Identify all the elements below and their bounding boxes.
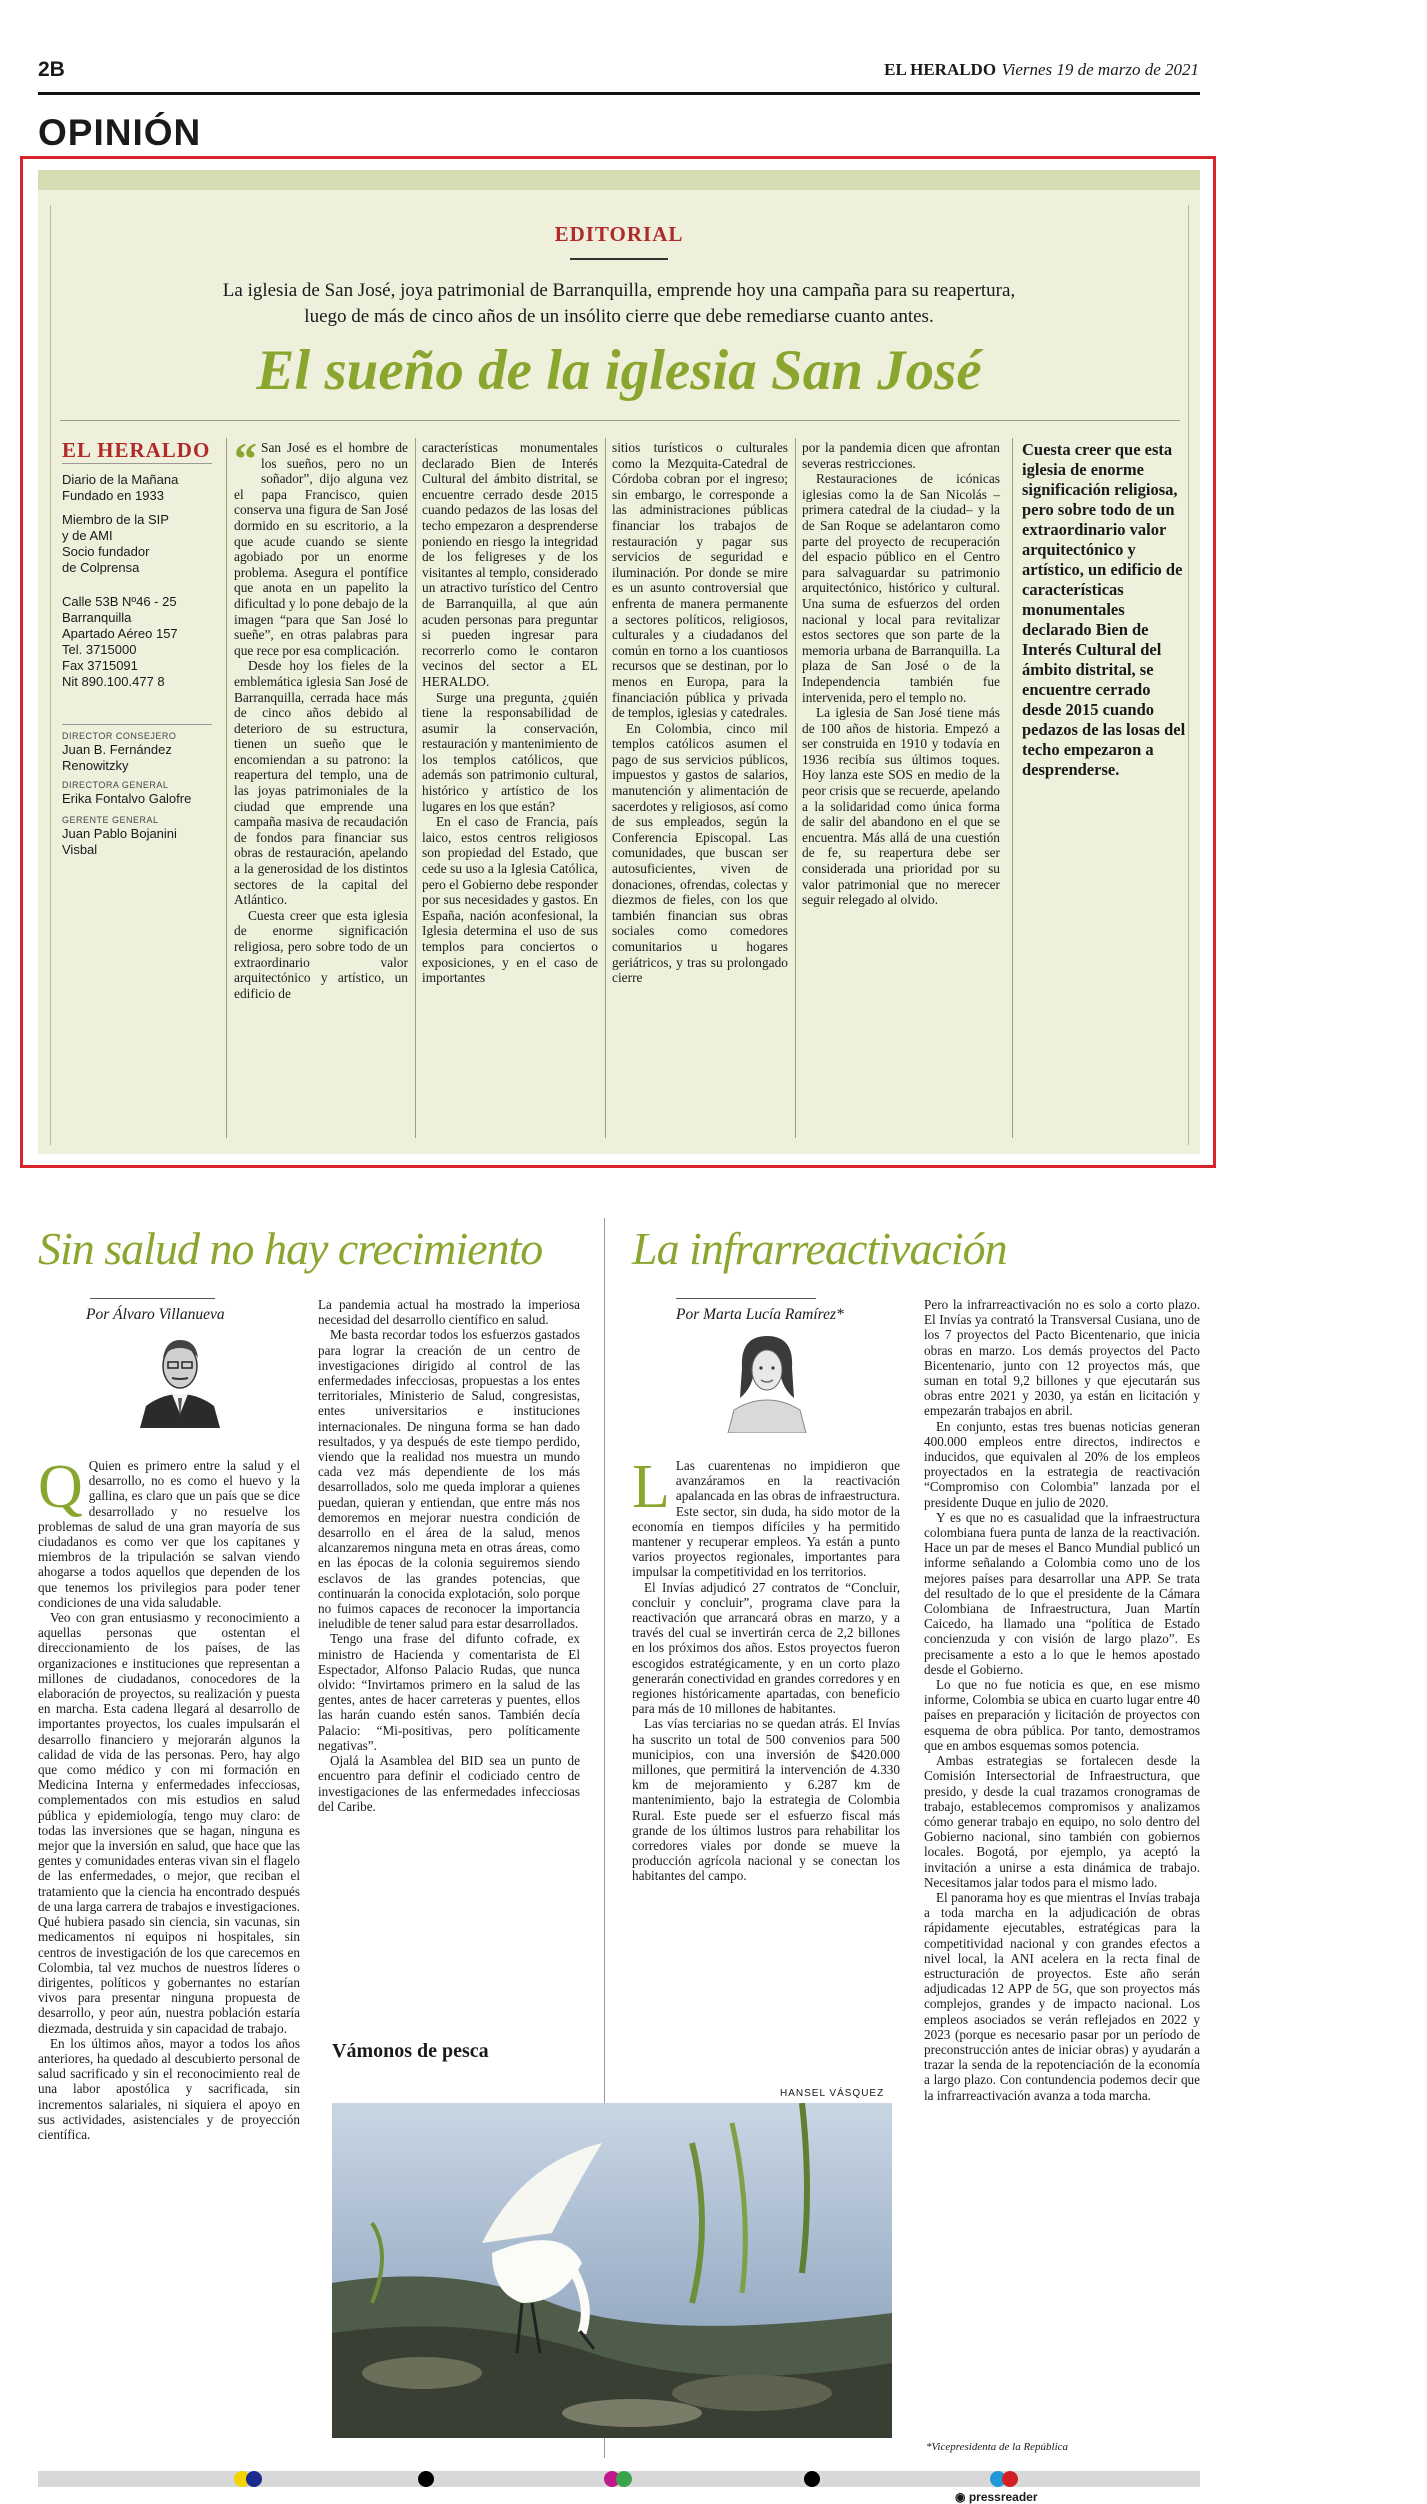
editorial-column-2 (422, 440, 598, 986)
byline-villanueva: Por Álvaro Villanueva (86, 1306, 225, 1323)
article-paragraph (632, 1453, 900, 1580)
article-column-infra-1 (632, 1453, 900, 1884)
article-column-salud-1 (38, 1453, 300, 2142)
paragraph-text: San José es el hombre de los sueños, pero no un soñador”, dijo alguna vez el papa Francisco, quien conserva una figura de San José dormido en su escritorio, a la que acude cuando se siente agobiado por un enorme problema. Asegura el pontífice que anota en un papelito la dificultad y lo pone debajo de la imagen “para que San José lo sueñe”, en otras palabras para que rece por esa complicación. (234, 440, 408, 658)
editorial-paragraph (234, 433, 408, 658)
column-rule (415, 438, 416, 1138)
masthead-line: Socio fundador (62, 544, 150, 559)
pressreader-logo (955, 2490, 1038, 2504)
masthead-address: Nit 890.100.477 8 (62, 674, 165, 689)
article-paragraph: Y es que no es casualidad que la infraestructura colombiana fuera punta de lanza de la reactivación. Hace un par de meses el Banco Mundial publicó un informe señalando a Colombia como uno de los mejores países para desarrollar una APP. Se trata del resultado de lo que el presidente de la Cámara Colombiana de Infraestructura, Juan Martín Caicedo, ha llamado una “política de Estado concienzuda y con visión de largo plazo”. Es precisamente a esto a lo que le hemos apostado desde el Gobierno. (924, 1509, 1200, 1677)
article-paragraph: Las vías terciarias no se quedan atrás. El Invías ha suscrito un total de 500 convenios para 500 municipios, con una inversión de $420.000 millones, que permitirá la intervención de 4.330 km de mejoramiento y 6.287 km de mantenimiento, bajo la estrategia de Colombia Rural. Este puede ser el esfuerzo fiscal más grande de los últimos lustros para rehabilitar los corredores viales por donde se mueve la producción agrícola nacional y se conectan los habitantes del campo. (632, 1716, 900, 1884)
header-rule (38, 92, 1200, 95)
editorial-subtitle (80, 278, 1158, 330)
drop-cap: Q (38, 1453, 83, 1521)
egret-photo-image (332, 2103, 892, 2438)
staff-name: Visbal (62, 842, 98, 857)
masthead-logo: EL HERALDO (62, 438, 211, 462)
editorial-paragraph: En el caso de Francia, país laico, estos centros religiosos son propiedad del Estado, que cede su uso a la Iglesia Católica, pero el Gobierno debe responder por sus necesidades y gastos. En España, nación aconfesional, la Iglesia determina el uso de sus templos para conciertos o exposiciones, y en el caso de importantes (422, 814, 598, 986)
editorial-paragraph: características monumentales declarado Bien de Interés Cultural del ámbito distrital, se encuentre cerrado desde 2015 cuando pedazos de las losas del techo empezaron a desprenderse poniendo en riesgo la integridad de los feligreses y de los visitantes al templo, considerado un atractivo turístico del Centro de Barranquilla, al que aún acuden personas para preguntar si pueden ingresar para recorrerlo como le contaron vecinos del sector a EL HERALDO. (422, 440, 598, 689)
article-paragraph: En los últimos años, mayor a todos los años anteriores, ha quedado al descubierto personal de salud sacrificado y sin el reconocimiento real de una labor apostólica y sacrificada, sin incrementos salariales, ni siquiera el apoyo en sus actividades, asistenciales y de proyección científica. (38, 2035, 300, 2142)
masthead-role: DIRECTORA GENERAL (62, 780, 169, 790)
editorial-label: EDITORIAL (554, 222, 684, 246)
registration-dot-black (804, 2471, 820, 2487)
photo-credit: HANSEL VÁSQUEZ (780, 2088, 885, 2099)
editorial-paragraph: sitios turísticos o culturales como la Mezquita-Catedral de Córdoba cobran por el ingreso; sin embargo, le corresponde a las administraciones públicas financiar los trabajos de restauración y pagar sus servicios de seguridad e iluminación. Por donde se mire es un asunto controversial que enfrenta de manera permanente a sectores políticos, religiosos, culturales y a ciudadanos del común en torno a los cuantiosos recursos que se destinan, por lo menos en Europa, para la financiación pública y privada de templos, iglesias y catedrales. (612, 440, 788, 721)
photo-title: Vámonos de pesca (332, 2040, 489, 2062)
editorial-column-3 (612, 440, 788, 986)
masthead-rule (62, 724, 212, 725)
article-paragraph: Ambas estrategias se fortalecen desde la Comisión Intersectorial de Infraestructura, que presido, y desde la cual trazamos cronogramas de trabajo, establecemos compromisos y analizamos cómo generar trabajo en equipo, no solo dentro del Gobierno nacional, sino también con gobiernos locales. Bogotá, por ejemplo, ya aceptó la invitación a unirse a esta dinámica de trabajo. Necesitamos jalar todos para el mismo lado. (924, 1753, 1200, 1890)
article-column-salud-2 (318, 1297, 580, 1814)
page-number: 2B (38, 58, 65, 81)
editorial-paragraph: Desde hoy los fieles de la emblemática iglesia San José de Barranquilla, cerrada hace más de cinco años debido al deterioro de su estructura, tienen un sueño que le encomiendan a su patrono: la reapertura del templo, una de las joyas patrimoniales de la ciudad que emprende una campaña masiva de recaudación de fondos para financiar sus obras de restauración, apelando a la generosidad de los distintos sectores de la capital del Atlántico. (234, 658, 408, 908)
article-paragraph: Veo con gran entusiasmo y reconocimiento a aquellas personas que ostentan el direccionamiento de los países, de las organizaciones e instituciones que representan a millones de ciudadanos, conocedores de la elaboración de proyectos, su realización y puesta en marcha. Esta cadena llegará al desarrollo de importantes proyectos, los cuales impulsarán el desarrollo financiero y mejorarán algunos la calidad de vida de las personas. Pero, hay algo que como médico y con mi formación en Medicina Interna y enfermedades infecciosas, complementados con mis estudios en salud pública y epidemiología, tengo muy claro: de todas las inversiones que se hagan, ninguna es mejor que la inversión en salud, que hace que las gentes y comunidades enteras vivan sin el flagelo de las enfermedades, o mejor, que reciban el tratamiento que la ciencia ha encontrado después de una larga carrera de trabajos e investigaciones. Qué hubiera pasado sin ciencia, sin vacunas, sin medicamentos ni equipos ni hospitales, sin centros de investigación de los que carecemos en Colombia, tal vez muchos de nuestros líderes o dirigentes, políticos y gobernantes no estarían vivos para presentar ninguna propuesta de desarrollo, y peor aún, nuestra población estaría diezmada, destruida y sin capacidad de trabajo. (38, 1610, 300, 2036)
masthead-staff (62, 742, 212, 774)
registration-dot-green (616, 2471, 632, 2487)
staff-name: Erika Fontalvo Galofre (62, 791, 192, 806)
editorial-paragraph: La iglesia de San José tiene más de 100 años de historia. Empezó a ser construida en 1910 y todavía en 1936 recibía sus últimos toques. Hoy lanza este SOS en medio de la peor crisis que se recuerde, apelando a la solidaridad como única forma de salir del abandono en el que se encuentra. Más allá de una cuestión de fe, su reapertura debe ser considerada una prioridad por su valor patrimonial que no merecer seguir relegado al olvido. (802, 705, 1000, 908)
editorial-paragraph: por la pandemia dicen que afrontan severas restricciones. (802, 440, 1000, 471)
pressreader-label: pressreader (968, 2490, 1038, 2504)
masthead-line: y de AMI (62, 528, 113, 543)
masthead-rule (62, 463, 212, 464)
paper-date-line (884, 60, 1199, 80)
author-portrait-ramirez (722, 1328, 812, 1433)
article-paragraph (38, 1453, 300, 1610)
article-paragraph: El Invías adjudicó 27 contratos de “Concluir, concluir y concluir”, programa clave para la reactivación que arrancará obras en marzo, y a través del cual se invertirán cerca de 2,2 billones en los próximos dos años. Estos proyectos fueron escogidos estratégicamente, y en un corto plazo generarán conectividad en grandes corredores y en regiones históricamente apartadas, con beneficio para más de 10 millones de habitantes. (632, 1579, 900, 1717)
masthead-address: Calle 53B Nº46 - 25 (62, 594, 177, 609)
byline-rule (90, 1298, 215, 1299)
article-paragraph: La pandemia actual ha mostrado la imperiosa necesidad del desarrollo científico en salud. (318, 1297, 580, 1328)
article-paragraph: Pero la infrarreactivación no es solo a corto plazo. El Invías ya contrató la Transversal Cusiana, uno de los 7 proyectos del Pacto Bicentenario, que inicia obras en marzo. Los demás proyectos del Pacto Bicentenario, junto con 12 proyectos más, que suman en total 9,2 billones y que ejecutarán sus obras entre 2021 y 2030, ya están en licitación y empezarán trabajos en abril. (924, 1297, 1200, 1419)
editorial-paragraph: Restauraciones de icónicas iglesias como la de San Nicolás –primera catedral de la ciudad– y la de San Roque se adelantaron como parte del proyecto de recuperación del espacio público en el Centro para salvaguardar su patrimonio arquitectónico, histórico y cultural. Una suma de esfuerzos del orden nacional y local para revitalizar estos sectores que son parte de la memoria urbana de Barranquilla. La plaza de San José o de la Independencia también fue intervenida, pero el templo no. (802, 471, 1000, 705)
article-column-infra-2 (924, 1297, 1200, 2103)
author-footnote: *Vicepresidenta de la República (926, 2441, 1069, 2453)
masthead-line: Miembro de la SIP (62, 512, 169, 527)
masthead-line: Diario de la Mañana (62, 472, 179, 487)
byline-ramirez: Por Marta Lucía Ramírez* (676, 1306, 844, 1323)
drop-cap: L (632, 1453, 670, 1521)
staff-name: Renowitzky (62, 758, 129, 773)
article-paragraph: Lo que no fue noticia es que, en ese mismo informe, Colombia se ubica en cuarto lugar entre 40 países en preparación y licitación de proyectos con esquema de obra pública. Por tanto, demostramos que en ambos esquemas somos potencia. (924, 1677, 1200, 1753)
paragraph-text: Las cuarentenas no impidieron que avanzáramos en la reactivación apalancada en las obras de infraestructura. Este sector, sin duda, ha sido motor de la economía en tiempos difíciles y ha permitido mantener y recuperar empleos. Ya están a punto varios proyectos regionales, importantes para impulsar la competitividad en los territorios. (632, 1458, 900, 1580)
photo-egret-fishing (332, 2103, 892, 2438)
editorial-subtitle-line-2: luego de más de cinco años de un insólito cierre que debe remediarse cuanto antes. (304, 306, 934, 327)
byline-rule (676, 1298, 816, 1299)
editorial-paragraph: En Colombia, cinco mil templos católicos asumen el pago de sus servicios públicos, impuestos y gastos de salarios, manutención y alimentación de sacerdotes y religiosos, así como de sus empleados, según la Conferencia Episcopal. Las comunidades, que buscan ser autosuficientes, viven de donaciones, ofrendas, colectas y diezmos de fieles, con los que también financian sus obras sociales como comedores comunitarios u hogares geriátricos, y tras su prolongado cierre (612, 720, 788, 986)
editorial-column-4 (802, 440, 1000, 908)
article-paragraph: Tengo una frase del difunto cofrade, ex ministro de Hacienda y comentarista de El Espectador, Alfonso Palacio Rudas, que nunca olvido: “Invirtamos primero en la salud de las gentes, antes de hacer carreteras y puentes, ellos las harán cuando estén sanos. También decía Palacio: “Mi-positivas, pero políticamente negativas”. (318, 1631, 580, 1753)
editorial-top-band (38, 170, 1200, 190)
masthead-address: Tel. 3715000 (62, 642, 137, 657)
editorial-paragraph: Surge una pregunta, ¿quién tiene la responsabilidad de asumir la conservación, restauración y mantenimiento de los templos católicos, que además son patrimonio cultural, histórico y artístico de los lugares en los que están? (422, 689, 598, 814)
section-title: OPINIÓN (38, 112, 202, 153)
registration-dot-blue (246, 2471, 262, 2487)
masthead-address: Fax 3715091 (62, 658, 138, 673)
paper-name: EL HERALDO (884, 60, 997, 79)
column-rule (605, 438, 606, 1138)
registration-dot-red (1002, 2471, 1018, 2487)
article-paragraph: En conjunto, estas tres buenas noticias generan 400.000 empleos entre directos, indirectos e inducidos, que equivalen al 20% de los empleos proyectados en la estrategia de reactivación “Compromiso con Colombia” lanzada por el presidente Duque en julio de 2020. (924, 1418, 1200, 1510)
editorial-label-rule (570, 258, 668, 260)
article-title-salud: Sin salud no hay crecimiento (38, 1223, 543, 1274)
editorial-subtitle-line-1: La iglesia de San José, joya patrimonial de Barranquilla, emprende hoy una campaña para su reapertura, (222, 280, 1016, 301)
quote-mark-icon: “ (234, 433, 257, 484)
pull-quote: Cuesta creer que esta iglesia de enorme significación religiosa, pero sobre todo de un extraordinario valor arquitectónico y artístico, un edificio de características monumentales declarado Bien de Interés Cultural del ámbito distrital, se encuentre cerrado desde 2015 cuando pedazos de las losas del techo empezaron a desprenderse. (1022, 440, 1186, 779)
masthead-staff (62, 826, 212, 858)
editorial-column-1 (234, 433, 408, 1001)
staff-name: Juan B. Fernández (62, 742, 172, 757)
paragraph-text: Quien es primero entre la salud y el desarrollo, no es como el huevo y la gallina, es claro que un país que se dice desarrollado y no resuelve los problemas de salud de una gran mayoría de sus ciudadanos es como ver que los capitanes y miembros de la tripulación se salvan viendo ahogarse a todos aquellos que dependen de los que tenemos los privilegios para poder tener condiciones de una vida saludable. (38, 1458, 300, 1610)
editorial-paragraph: Cuesta creer que esta iglesia de enorme significación religiosa, pero sobre todo de un extraordinario valor arquitectónico y artístico, un edificio de (234, 907, 408, 1001)
column-rule (1012, 438, 1013, 1138)
registration-dot-black (418, 2471, 434, 2487)
print-color-bar (38, 2471, 1200, 2487)
editorial-title: El sueño de la iglesia San José (256, 339, 982, 402)
article-paragraph: Me basta recordar todos los esfuerzos gastados para lograr la creación de un centro de investigaciones dirigido al control de las enfermedades infecciosas, propuestas a los entes territoriales, Ministerio de Salud, congresistas, entes universitarios e instituciones internacionales. De ninguna forma se han dado resultados, y ya después de este tiempo perdido, viendo que la realidad nos muestra un mundo cada vez más dependiente de los más desarrollados, solo me queda implorar a quienes puedan, quieran y entiendan, que entre más nos demoremos en mejorar nuestra condición de desarrollo en el área de la salud, menos alcanzaremos ninguna meta en otras áreas, como en las épocas de la colonia seguiremos siendo esclavos de las grandes potencias, que continuarán la conocida explotación, solo porque no fuimos capaces de reconocer la importancia ineludible de tener salud para estar desarrollados. (318, 1327, 580, 1632)
masthead-info (62, 472, 212, 690)
masthead-line: de Colprensa (62, 560, 140, 575)
column-rule (795, 438, 796, 1138)
masthead-role: DIRECTOR CONSEJERO (62, 731, 177, 741)
article-title-infrarreactivacion: La infrarreactivación (632, 1223, 1007, 1274)
pressreader-icon: ◉ (955, 2490, 969, 2504)
masthead-address: Apartado Aéreo 157 (62, 626, 178, 641)
masthead-line: Fundado en 1933 (62, 488, 164, 503)
issue-date: Viernes 19 de marzo de 2021 (1001, 60, 1199, 79)
column-rule (226, 438, 227, 1138)
staff-name: Juan Pablo Bojanini (62, 826, 177, 841)
article-paragraph: Ojalá la Asamblea del BID sea un punto de encuentro para definir el codiciado centro de investigaciones de las enfermedades infecciosas del Caribe. (318, 1753, 580, 1814)
author-portrait-villanueva (140, 1328, 220, 1428)
masthead-address: Barranquilla (62, 610, 132, 625)
editorial-title-rule (60, 420, 1180, 421)
masthead-role: GERENTE GENERAL (62, 815, 159, 825)
article-paragraph: El panorama hoy es que mientras el Invías trabaja a toda marcha en la adjudicación de obras rápidamente ejecutables, estratégicas para la competitividad nacional y con grandes efectos a nivel local, la ANI acelera en la recta final de estructuración de proyectos. Este año serán adjudicadas 12 APP de 5G, que son proyectos más complejos, grandes y de impacto nacional. Los empleos asociados se verán reflejados en 2022 y 2023 (porque es necesario pasar por un período de preconstrucción antes de iniciar obras) y ayudarán a trazar la senda de la repotenciación de la economía a largo plazo. Con contundencia podemos decir que la infrarreactivación avanza a toda marcha. (924, 1889, 1200, 2103)
